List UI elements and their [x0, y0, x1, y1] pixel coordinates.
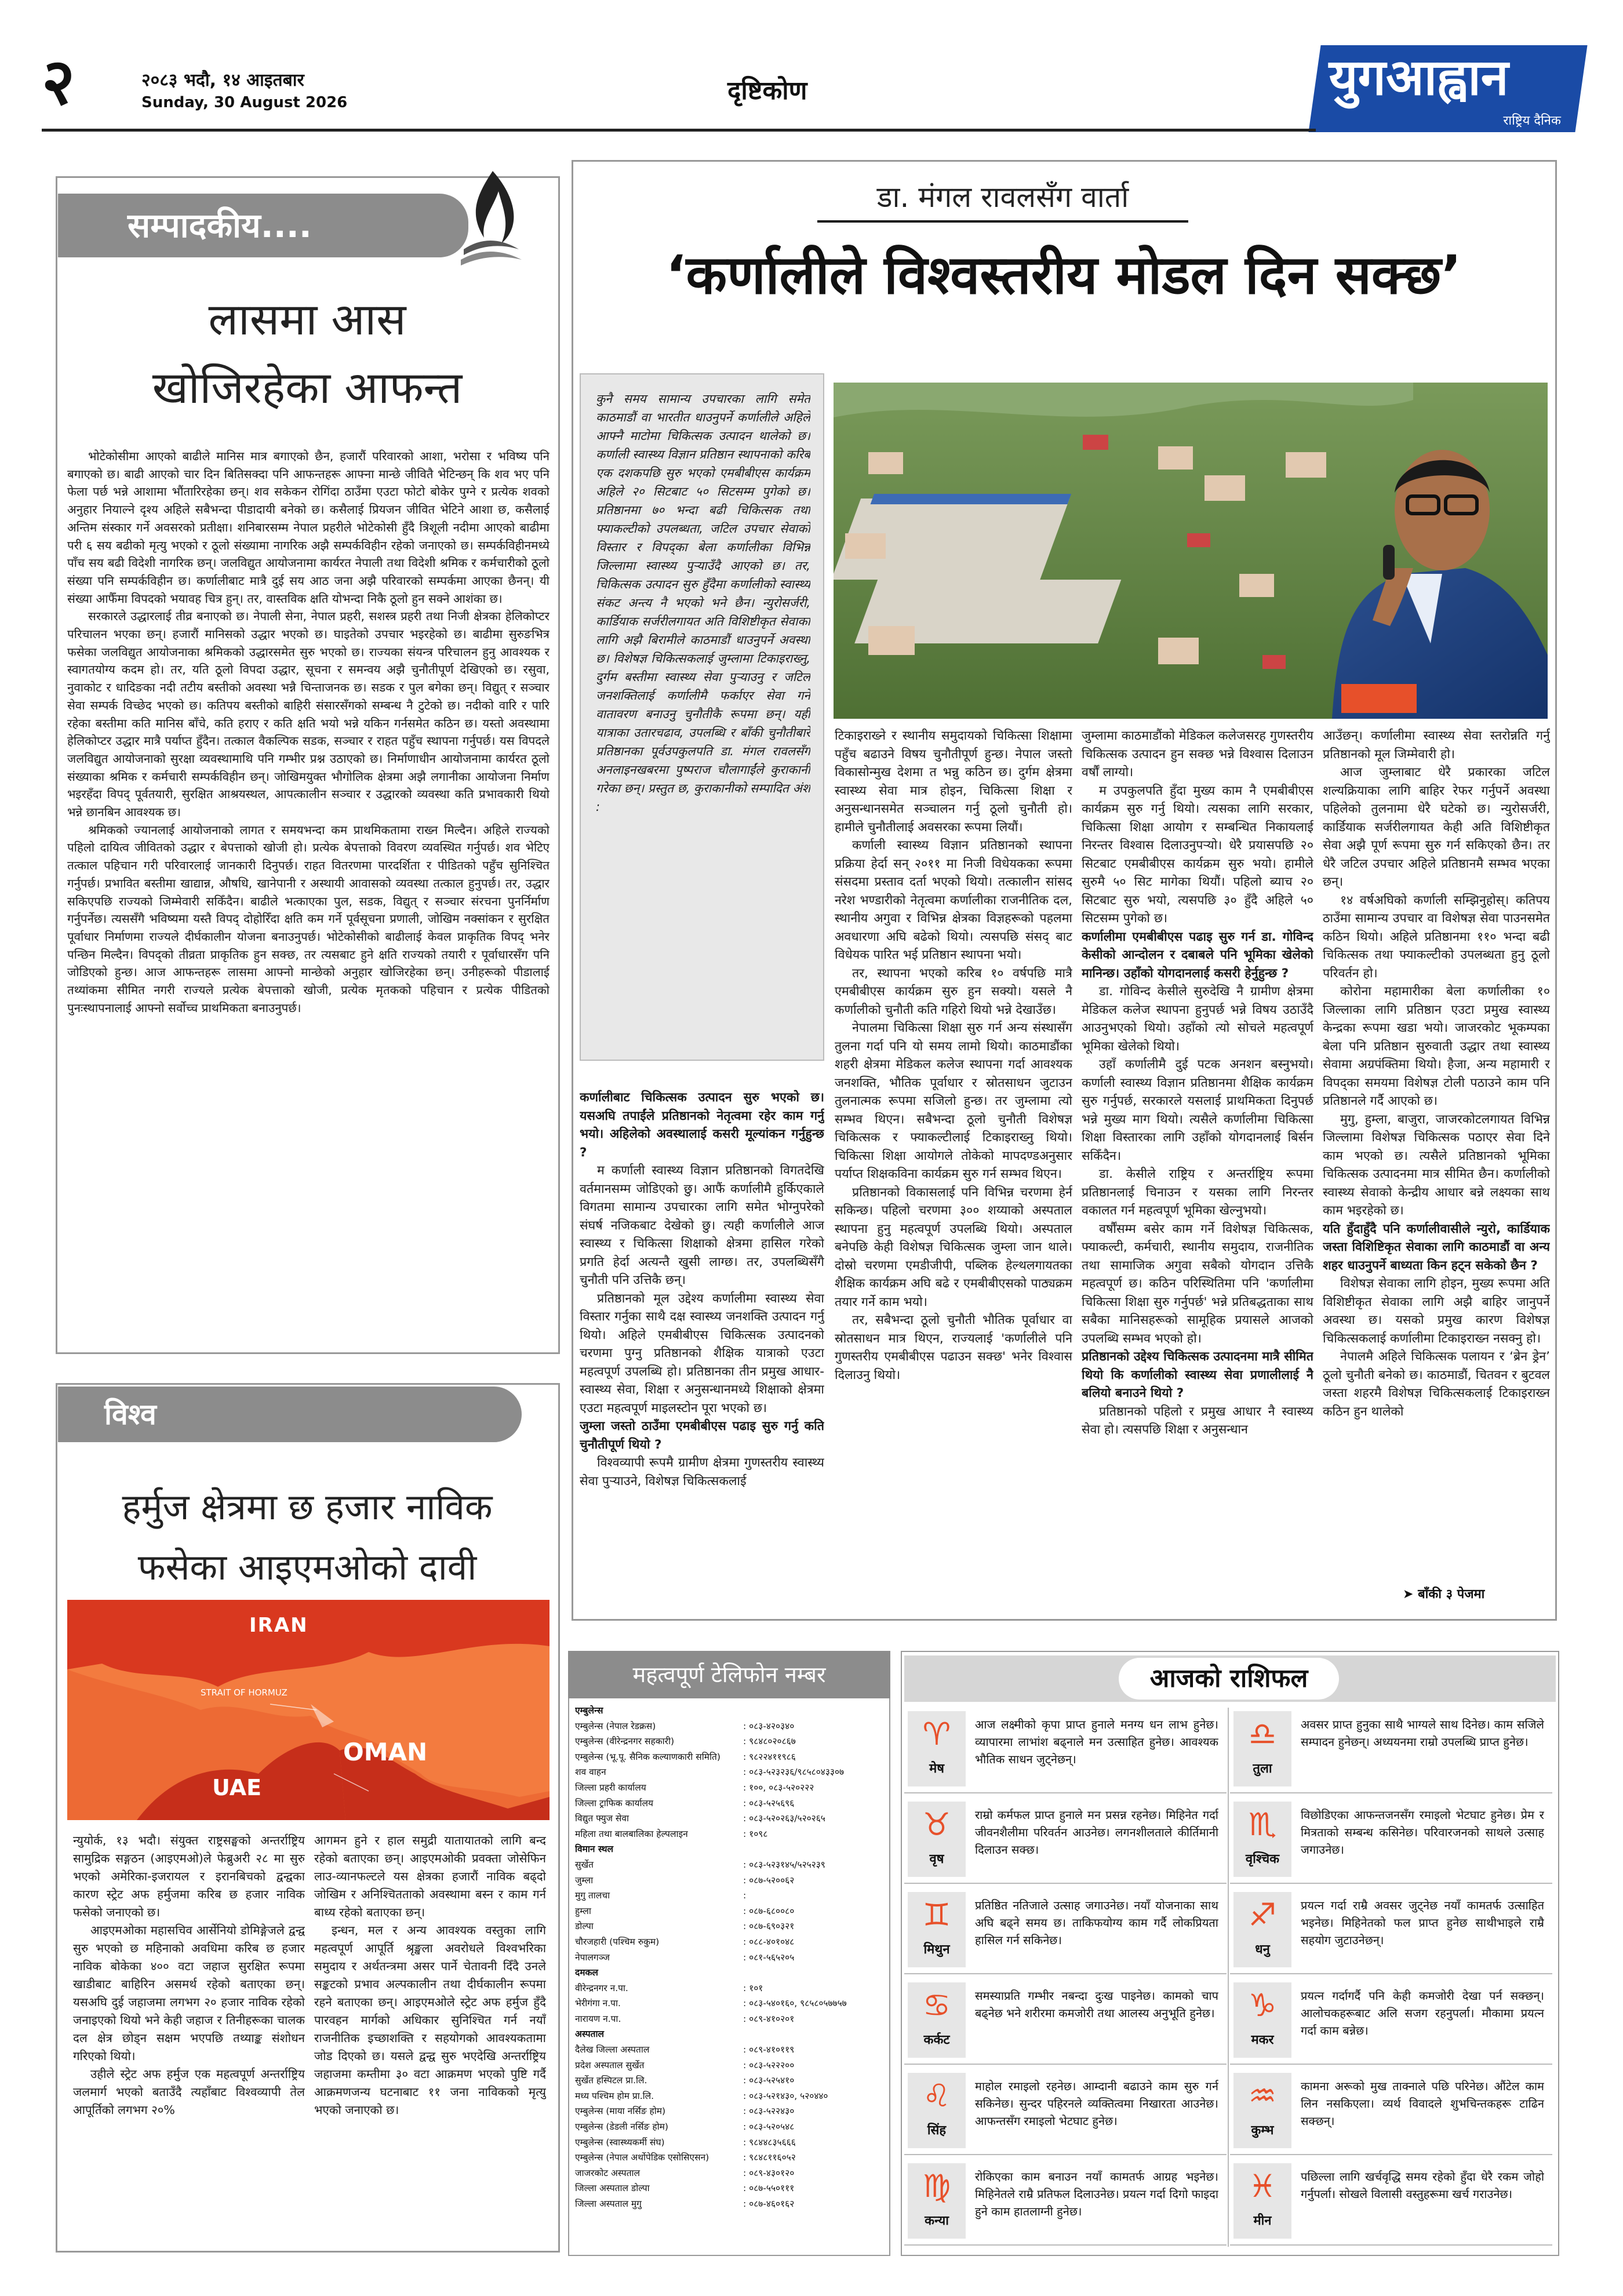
phone-number: : ०८९-४३०१२० — [743, 2167, 795, 2178]
phone-label: अस्पताल — [575, 2029, 605, 2040]
question: कर्णालीमा एमबीबीएस पढाइ सुरु गर्न डा. गोविन्द केसीको आन्दोलन र दबाबले पनि भूमिका खेलेको मानिन्छ। उहाँको योगदानलाई कसरी हेर्नुहुन्छ ? — [1082, 929, 1313, 981]
phone-label: विद्युत फ्युज सेवा — [575, 1813, 629, 1824]
interview-headline: ‘कर्णालीले विश्वस्तरीय मोडल दिन सक्छ’ — [665, 244, 1462, 306]
horoscope-entry — [904, 1979, 1227, 2065]
map-label-oman: OMAN — [343, 1738, 428, 1766]
answer: टिकाइराख्ने र स्थानीय समुदायको चिकित्सा शिक्षामा पहुँच बढाउने विषय चुनौतीपूर्ण हुन्छ। नेपाल जस्तो विकासोन्मुख देशमा त भन्नु कठिन छ। दुर्गम क्षेत्रमा स्वास्थ्य सेवा मात्र होइन, चिकित्सा शिक्षा र अनुसन्धानसमेत सञ्चालन गर्नु ठूलो चुनौती हो। हामीले चुनौतीलाई अवसरका रूपमा लियौं। — [835, 729, 1072, 835]
phone-row — [575, 1934, 883, 1950]
phone-row — [575, 2166, 883, 2181]
editorial-paragraph: सरकारले उद्धारलाई तीव्र बनाएको छ। नेपाली सेना, नेपाल प्रहरी, सशस्त्र प्रहरी तथा निजी क्षेत्रका हेलिकोप्टर परिचालन भएका छन्। हजारौं मानिसको उद्धार भएको छ। घाइतेको उपचार भइरहेको छ। बाढीमा सुरुङभित्र फसेका जलविद्युत आयोजनाका श्रमिकको उद्धारसमेत सुरु भएको छ। राज्यका संयन्त्र परिचालन हुनु आवश्यक र स्वागतयोग्य कदम हो। तर, यति ठूलो विपदा उद्धार, सूचना र समन्वय अझै चुनौतीपूर्ण देखिएको छ। रसुवा, नुवाकोट र धादिङका नदी तटीय बस्तीको अवस्था भन्नै चिन्ताजनक छ। सडक र पुल बगेका छन्। विद्युत् र सञ्चार सेवा सम्पर्क विच्छेद भएको छ। कतिपय बस्तीको बाहिरी संसारसँगको सम्बन्ध नै टुटेको छ। नदीको वारि र पारि रहेका बस्तीमा कति मानिस बाँचे, कति हराए र कति क्षति भयो भन्ने यकिन गर्नसमेत कठिन छ। यस्तो अवस्थामा हेलिकोप्टर उद्धार मात्रै पर्याप्त हुँदैन। तत्काल वैकल्पिक सडक, सञ्चार र राहत पहुँच स्थापना गर्नुपर्छ। यस विपदले जलविद्युत आयोजनाको सुरक्षा व्यवस्थामाथि पनि गम्भीर प्रश्न उठाएको छ। निर्माणाधीन आयोजनामा कार्यरत ठूलो संख्याका श्रमिक र कर्मचारी सम्पर्कविहीन छन्। जोखिमयुक्त भौगोलिक क्षेत्रमा अझै लगानीका आयोजना निर्माण भइरहँदा विपद् पूर्वतयारी, सुरक्षित आश्रयस्थल, आपत्कालीन सञ्चार र उद्धारको व्यवस्था कति प्रभावकारी थियो भन्ने छानबिन आवश्यक छ। — [67, 609, 550, 820]
phone-label: जुम्ला — [575, 1875, 594, 1886]
horoscope-title: आजको राशिफल — [1149, 1664, 1308, 1693]
zodiac-sign-name: मिथुन — [923, 1942, 950, 1957]
zodiac-icon: ♏ — [1248, 1806, 1277, 1843]
zodiac-icon: ♑ — [1248, 1987, 1277, 2024]
answer: तर, सबैभन्दा ठूलो चुनौती भौतिक पूर्वाधार वा स्रोतसाधन मात्र थिएन, राज्यलाई 'कर्णालीले पनि गुणस्तरीय एमबीबीएस पढाउन सक्छ' भनेर विश्वास दिलाउनु थियो। — [835, 1313, 1072, 1382]
phone-label: एम्बुलेन्स — [575, 1705, 603, 1716]
phone-title-bar — [568, 1651, 890, 1698]
phone-number: : ०८३-५२१४३०, ५२०४४० — [743, 2090, 828, 2101]
zodiac-icon: ♌ — [922, 2077, 951, 2114]
phone-title: महत्वपूर्ण टेलिफोन नम्बर — [632, 1662, 826, 1687]
section-title: दृष्टिकोण — [727, 76, 807, 105]
horoscope-text: अवसर प्राप्त हुनुका साथै भाग्यले साथ दिनेछ। काम सजिले सम्पादन हुनेछन्। अध्ययनमा राम्रो उपलब्धि प्राप्त हुनेछ। — [1301, 1718, 1544, 1749]
page-number: २ — [42, 45, 75, 119]
phone-label: सुर्खेत हस्पिटल प्रा.लि. — [575, 2075, 647, 2086]
phone-number: : ०८३-५४०१६०, ९८५८०५७७५७ — [743, 1998, 847, 2009]
interview-column-3 — [1082, 727, 1313, 1610]
interview-column-2 — [835, 727, 1072, 1610]
phone-number: : ०८३-५२३१४५/५२५२३९ — [743, 1859, 825, 1870]
zodiac-sign-box — [1233, 2073, 1291, 2148]
arrow-right-icon: ➤ — [1403, 1587, 1418, 1602]
phone-number: : ०८९-४१०११९ — [743, 2044, 795, 2055]
interview-photo — [834, 383, 1548, 719]
horoscope-entry — [1230, 2069, 1552, 2155]
phone-number: : ०८३-५२०५४८ — [743, 2122, 795, 2133]
zodiac-sign-box — [908, 2163, 966, 2239]
phone-label: जिल्ला ट्राफिक कार्यालय — [575, 1797, 654, 1809]
phone-number: : ९८४८०२०८६७ — [743, 1736, 796, 1747]
phone-label: एम्बुलेन्स (भू.पू. सैनिक कल्याणकारी समिति) — [575, 1751, 720, 1762]
zodiac-sign-box — [1233, 1802, 1291, 1877]
horoscope-entry — [1230, 2160, 1552, 2246]
zodiac-sign-box — [1233, 1892, 1291, 1967]
phone-row — [575, 1811, 883, 1826]
phone-row — [575, 1981, 883, 1996]
pen-flame-icon — [452, 168, 527, 267]
phone-row — [575, 2150, 883, 2166]
zodiac-icon: ♒ — [1248, 2077, 1277, 2114]
world-headline-line1: हर्मुज क्षेत्रमा छ हजार नाविक — [122, 1486, 493, 1528]
phone-label: एम्बुलेन्स (डेडली नर्सिङ होम) — [575, 2122, 668, 2133]
world-paragraph: आइएमओका महासचिव आर्सेनियो डोमिङ्गेजले द्वन्द्व सुरु भएको छ महिनाको अवधिमा करिब छ हजार नाविक बोकेका ४०० वटा जहाज सुरक्षित रूपमा खाडीबाट बाहिरिन असमर्थ रहेको बताएका छन्। यसअघि दुई जहाजमा लगभग २० हजार नाविक रहेको जनाइएको थियो भने केही जहाज र तिनीहरूका चालक दल क्षेत्र छोड्न सक्षम भएपछि तथ्याङ्क संशोधन गरिएको थियो। — [73, 1923, 305, 2063]
horoscope-text: विछोडिएका आफन्तजनसँग रमाइलो भेटघाट हुनेछ। प्रेम र मित्रताको सम्बन्ध कसिनेछ। परिवारजनको साथले उत्साह जगाउनेछ। — [1301, 1808, 1544, 1857]
answer: कोरोना महामारीका बेला कर्णालीका १० जिल्लाका लागि प्रतिष्ठान एउटा प्रमुख स्वास्थ्य केन्द्रका रूपमा खडा भयो। जाजरकोट भूकम्पका बेला पनि प्रतिष्ठान सुरुवाती उद्धार तथा स्वास्थ्य सेवामा अग्रपंक्तिमा थियो। हैजा, अन्य महामारी र विपद्का समयमा विशेषज्ञ टोली पठाउने काम पनि प्रतिष्ठानले गर्दै आएको छ। — [1323, 984, 1550, 1108]
continued-note — [1403, 1585, 1484, 1602]
phone-row — [575, 2104, 883, 2119]
phone-section-heading — [575, 1703, 883, 1719]
horoscope-grid — [904, 1708, 1556, 2253]
phone-row — [575, 2135, 883, 2151]
answer: तर, स्थापना भएको करिब १० वर्षपछि मात्रै एमबीबीएस कार्यक्रम सुरु हुन सक्यो। यसले नै कर्णालीको चुनौती कति गहिरो थियो भन्ने देखाउँछ। — [835, 966, 1072, 1017]
phone-label: एम्बुलेन्स (नेपाल रेडक्रस) — [575, 1720, 656, 1731]
phone-number: : ९८४४८३५६६६ — [743, 2137, 796, 2148]
map-label-iran: IRAN — [249, 1614, 308, 1637]
phone-label: भेरीगंगा न.पा. — [575, 1998, 621, 2009]
hormuz-map — [67, 1600, 550, 1820]
zodiac-icon: ♐ — [1248, 1897, 1277, 1933]
phone-row — [575, 1796, 883, 1811]
question: प्रतिष्ठानको उद्देश्य चिकित्सक उत्पादनमा मात्रै सीमित थियो कि कर्णालीको स्वास्थ्य सेवा प्रणालीलाई नै बलियो बनाउने थियो ? — [1082, 1349, 1313, 1400]
phone-number: : ०८३-५२५६९६ — [743, 1797, 795, 1809]
phone-label: नारायण न.पा. — [575, 2013, 621, 2024]
zodiac-sign-name: वृश्चिक — [1245, 1852, 1280, 1866]
zodiac-sign-name: कन्या — [925, 2214, 949, 2228]
horoscope-text: प्रतिष्ठित नतिजाले उत्साह जगाउनेछ। नयाँ योजनाका साथ अघि बढ्ने समय छ। ताकिफयोग्य काम गर्दै लोकप्रियता हासिल गर्न सकिनेछ। — [975, 1898, 1218, 1947]
question: यति हुँदाहुँदै पनि कर्णालीवासीले न्युरो, कार्डियाक जस्ता विशिष्टिकृत सेवाका लागि काठमाडौं वा अन्य शहर धाउनुपर्ने बाध्यता किन हट्न सकेको छैन ? — [1323, 1221, 1550, 1273]
zodiac-sign-name: तुला — [1253, 1762, 1272, 1776]
phone-list — [575, 1703, 883, 2212]
zodiac-icon: ♊ — [922, 1897, 951, 1933]
phone-number: : ०८३-५२०२६३/५२०२६५ — [743, 1813, 825, 1824]
editorial-paragraph: श्रमिकको ज्यानलाई आयोजनाको लागत र समयभन्दा कम प्राथमिकतामा राख्न मिल्दैन। अहिले राज्यको पहिलो दायित्व जीवितको उद्धार र बेपत्ताको खोजी हो। प्रत्येक बेपत्ताको विवरण व्यवस्थित गर्नुपर्छ। शव भेटिए तत्काल पहिचान गरी परिवारलाई जानकारी दिनुपर्छ। राहत वितरणमा पारदर्शिता र पीडितको पहुँच सुनिश्चित गर्नुपर्छ। प्रभावित बस्तीमा खाद्यान्न, औषधि, खानेपानी र अस्थायी आवासको व्यवस्था तत्काल हुनुपर्छ। तर, उद्धार सकिएपछि राज्यको जिम्मेवारी सकिँदैन। बाढीले भत्काएका पुल, सडक, विद्युत् र सञ्चार संरचना पुनर्निर्माण गर्नुपर्नेछ। त्यससँगै भविष्यमा यस्तै विपद् दोहोरिँदा क्षति कम गर्ने पूर्वसूचना प्रणाली, जोखिम नक्सांकन र सुरक्षित पूर्वाधार निर्माणमा राज्यले दीर्घकालीन योजना बनाउनुपर्छ। भोटेकोसीको बाढीलाई केवल प्राकृतिक विपद् भनेर पन्छिन मिल्दैन। विपद्को तीव्रता प्राकृतिक हुन सक्छ, तर त्यसबाट हुने क्षति राज्यको तयारी र पूर्वाधारसँग पनि जोडिएको हुन्छ। आज आफन्तहरू लासमा आफ्नो मान्छेको अनुहार खोजिरहेका छन्। उनीहरूको पीडालाई तथ्यांकमा सीमित नगरी राज्यले प्रत्येक बेपत्ताको खोजी, प्रत्येक मृतकको पहिचान र प्रत्येक पीडितको पुनःस्थापनालाई आफ्नो सर्वोच्च प्राथमिकता बनाउनुपर्छ। — [67, 823, 550, 1015]
phone-label: वीरेन्द्रनगर न.पा. — [575, 1982, 628, 1993]
phone-label: एम्बुलेन्स (वीरेन्द्रनगर सहकारी) — [575, 1736, 675, 1747]
continued-text: बाँकी ३ पेजमा — [1418, 1587, 1485, 1602]
phone-label: एम्बुलेन्स (स्वास्थ्यकर्मी संघ) — [575, 2137, 665, 2148]
phone-section-heading — [575, 2026, 883, 2042]
horoscope-text: माहोल रमाइलो रहनेछ। आम्दानी बढाउने काम सुरु गर्न सकिनेछ। सुन्दर पहिरनले व्यक्तित्वमा निखारता आउनेछ। आफन्तसँग रमाइलो भेटघाट हुनेछ। — [975, 2079, 1218, 2128]
horoscope-entry — [1230, 1798, 1552, 1884]
nepali-date: २०८३ भदौ, १४ आइतबार — [141, 70, 304, 90]
english-date: Sunday, 30 August 2026 — [141, 94, 348, 111]
phone-number: : ०८३-५२५४१० — [743, 2075, 795, 2086]
editorial-body — [67, 447, 550, 1343]
zodiac-sign-box — [908, 1802, 966, 1877]
zodiac-sign-box — [908, 2073, 966, 2148]
phone-label: एम्बुलेन्स (नेपाल अर्थोपेडिक एसोसिएसन) — [575, 2152, 709, 2163]
phone-number: : ०८९-४१०२०१ — [743, 2013, 795, 2024]
zodiac-sign-name: कर्कट — [923, 2033, 950, 2047]
phone-number: : ०८३-५२२४३० — [743, 2106, 795, 2117]
phone-number: : ०८३-५२२२०० — [743, 2060, 795, 2071]
phone-row — [575, 2058, 883, 2073]
world-paragraph: उहीले स्ट्रेट अफ हर्मुज एक महत्वपूर्ण अन्तर्राष्ट्रिय जलमार्ग भएको बताउँदै त्यहाँबाट विश्वव्यापी तेल आपूर्तिको लगभग २०% — [73, 2067, 305, 2117]
horoscope-entry — [1230, 1979, 1552, 2065]
horoscope-divider — [1228, 1708, 1229, 2247]
horoscope-text: राम्रो कर्मफल प्राप्त हुनाले मन प्रसन्न रहनेछ। मिहिनेत गर्दा जीवनशैलीमा परिवर्तन आउनेछ। लगनशीलताले कीर्तिमानी दिलाउन सक्छ। — [975, 1808, 1218, 1857]
answer: डा. गोविन्द केसीले सुरुदेखि नै ग्रामीण क्षेत्रमा मेडिकल कलेज स्थापना हुनुपर्छ भन्ने विषय उठाउँदै आउनुभएको थियो। उहाँको त्यो सोचले महत्वपूर्ण भूमिका खेलेको थियो। — [1082, 984, 1313, 1054]
phone-label: प्रदेश अस्पताल सुर्खेत — [575, 2060, 645, 2071]
logo-text: युगआह्वान — [1329, 49, 1509, 107]
interview-kicker: डा. मंगल रावलसँग वार्ता — [876, 180, 1129, 214]
phone-row — [575, 1780, 883, 1796]
phone-row — [575, 1888, 883, 1904]
phone-row — [575, 1904, 883, 1919]
answer: मुगु, हुम्ला, बाजुरा, जाजरकोटलगायत विभिन्न जिल्लामा विशेषज्ञ चिकित्सक पठाएर सेवा दिने काम भएको छ। त्यसैले प्रतिष्ठानको भूमिका चिकित्सक उत्पादनमा मात्र सीमित छैन। कर्णालीको स्वास्थ्य सेवाको केन्द्रीय आधार बन्ने लक्ष्यका साथ काम भइरहेको छ। — [1323, 1112, 1550, 1218]
editorial-banner-text: सम्पादकीय.... — [128, 206, 312, 245]
phone-row — [575, 1857, 883, 1873]
phone-row — [575, 2196, 883, 2212]
world-banner-text: विश्व — [104, 1398, 157, 1431]
answer: प्रतिष्ठानको मूल उद्देश्य कर्णालीमा स्वास्थ्य सेवा विस्तार गर्नुका साथै दक्ष स्वास्थ्य जनशक्ति उत्पादन गर्नु थियो। अहिले एमबीबीएस चिकित्सक उत्पादनको चरणमा पुग्नु प्रतिष्ठानको शैक्षिक यात्राको एउटा महत्वपूर्ण उपलब्धि हो। प्रतिष्ठानका तीन प्रमुख आधार- स्वास्थ्य सेवा, शिक्षा र अनुसन्धानमध्ये शिक्षाको क्षेत्रमा एउटा महत्वपूर्ण माइलस्टोन पूरा भएको छ। — [580, 1291, 824, 1416]
phone-number: : ०८८-४०१०४८ — [743, 1936, 795, 1947]
zodiac-sign-name: मकर — [1251, 2033, 1274, 2047]
answer: प्रतिष्ठानको विकासलाई पनि विभिन्न चरणमा हेर्न सकिन्छ। पहिलो चरणमा ३०० शय्याको अस्पताल स्थापना हुनु महत्वपूर्ण उपलब्धि थियो। अस्पताल बनेपछि केही विशेषज्ञ चिकित्सक जुम्ला जान थाले। दोस्रो चरणमा एमडीजीपी, पब्लिक हेल्थलगायतका शैक्षिक कार्यक्रम अघि बढे र एमबीबीएसको पाठ्यक्रम तयार गर्ने काम भयो। — [835, 1185, 1072, 1309]
phone-row — [575, 2181, 883, 2196]
answer: नेपालमै अहिले चिकित्सक पलायन र ‘ब्रेन ड्रेन’ ठूलो चुनौती बनेको छ। काठमाडौं, चितवन र बुटवल जस्ता शहरमै विशेषज्ञ चिकित्सकलाई टिकाइराख्न कठिन हुन थालेको — [1323, 1349, 1550, 1419]
phone-row — [575, 1734, 883, 1749]
phone-label: दैलेख जिल्ला अस्पताल — [575, 2044, 650, 2055]
horoscope-text: प्रयत्न गर्दागर्दै पनि केही कमजोरी देखा पर्न सक्छन्। आलोचकहरूबाट अलि सजग रहनुपर्ला। मौकामा प्रयत्न गर्दा काम बन्नेछ। — [1301, 1989, 1544, 2037]
horoscope-entry — [904, 2069, 1227, 2155]
interview-column-1 — [580, 1089, 824, 1610]
world-banner — [58, 1387, 522, 1442]
phone-label: महिला तथा बालबालिका हेल्पलाइन — [575, 1828, 688, 1839]
zodiac-sign-name: मेष — [929, 1762, 944, 1776]
masthead-rule — [42, 129, 1316, 132]
map-label-strait: STRAIT OF HORMUZ — [201, 1687, 288, 1698]
question: कर्णालीबाट चिकित्सक उत्पादन सुरु भएको छ। यसअघि तपाईंले प्रतिष्ठानको नेतृत्वमा रहेर काम गर्नु भयो। अहिलेको अवस्थालाई कसरी मूल्यांकन गर्नुहुन्छ ? — [580, 1090, 824, 1160]
interview-intro: कुनै समय सामान्य उपचारका लागि समेत काठमाडौं वा भारतीत धाउनुपर्ने कर्णालीले अहिले आफ्नै माटोमा चिकित्सक उत्पादन थालेको छ। कर्णाली स्वास्थ्य विज्ञान प्रतिष्ठान स्थापनाको करिब एक दशकपछि सुरु भएको एमबीबीएस कार्यक्रम अहिले २० सिटबाट ५० सिटसम्म पुगेको छ। प्रतिष्ठानमा ७० भन्दा बढी चिकित्सक तथा फ्याकल्टीको उपलब्धता, जटिल उपचार सेवाको विस्तार र विपद्का बेला कर्णालीका विभिन्न जिल्लामा स्वास्थ्य पुऱ्याउँदै आएको छ। तर, चिकित्सक उत्पादन सुरु हुँदैमा कर्णालीको स्वास्थ्य संकट अन्त्य नै भएको भने छैन। न्युरोसर्जरी, कार्डियाक सर्जरीलगायत अति विशिष्टीकृत सेवाका लागि अझै बिरामीले काठमाडौं धाउनुपर्ने अवस्था छ। विशेषज्ञ चिकित्सकलाई जुम्लामा टिकाइराख्नु, दुर्गम बस्तीमा स्वास्थ्य सेवा पुऱ्याउनु र जटिल जनशक्तिलाई कर्णालीमै फर्काएर सेवा गर्ने वातावरण बनाउनु चुनौतीकै रूपमा छन्। यही यात्राका उतारचढाव, उपलब्धि र बाँकी चुनौतीबारे प्रतिष्ठानका पूर्वउपकुलपति डा. मंगल रावलसँग अनलाइनखबरमा पुष्पराज चौलागाईंले कुराकानी गरेका छन्। प्रस्तुत छ, कुराकानीको सम्पादित अंश : — [596, 392, 810, 814]
phone-number: : ०८७-५२००६२ — [743, 1875, 795, 1886]
phone-label: सुर्खेत — [575, 1859, 594, 1870]
horoscope-text: समस्याप्रति गम्भीर नबन्दा दुःख पाइनेछ। कामको चाप बढ्नेछ भने शरीरमा कमजोरी तथा आलस्य अनुभूति हुनेछ। — [975, 1989, 1218, 2020]
zodiac-sign-box — [1233, 1982, 1291, 2058]
phone-row — [575, 1919, 883, 1934]
zodiac-sign-box — [908, 1982, 966, 2058]
phone-row — [575, 1749, 883, 1765]
phone-number: : १०१ — [743, 1982, 763, 1993]
map-label-uae: UAE — [212, 1775, 262, 1800]
zodiac-icon: ♎ — [1248, 1716, 1277, 1752]
phone-label: डोल्पा — [575, 1921, 594, 1932]
zodiac-sign-name: सिंह — [927, 2123, 947, 2138]
answer: आज जुम्लाबाट धेरै प्रकारका जटिल शल्यक्रियाका लागि बाहिर रेफर गर्नुपर्ने अवस्था पहिलेको तुलनामा धेरै घटेको छ। न्युरोसर्जरी, कार्डियाक सर्जरीलगायत केही अति विशिष्टीकृत सेवा अझै पूर्ण रूपमा सुरु गर्न सकिएको छैन। तर धेरै जटिल उपचार अहिले प्रतिष्ठानमै सम्भव भएका छन्। — [1323, 765, 1550, 889]
phone-section-heading — [575, 1965, 883, 1981]
phone-label: विमान स्थल — [575, 1844, 614, 1855]
world-column-2 — [314, 1832, 546, 2243]
phone-number: : ०८७-६९०३२१ — [743, 1921, 795, 1932]
zodiac-icon: ♍ — [922, 2168, 951, 2204]
answer: प्रतिष्ठानको पहिलो र प्रमुख आधार नै स्वास्थ्य सेवा हो। त्यसपछि शिक्षा र अनुसन्धान — [1082, 1404, 1313, 1437]
zodiac-sign-box — [1233, 2163, 1291, 2239]
horoscope-text: कामना अरूको मुख ताक्नाले पछि परिनेछ। औंटेल काम लिन नसकिएला। व्यर्थ विवादले शुभचिन्तकहरू टाढिन सक्छन्। — [1301, 2079, 1544, 2128]
answer: विशेषज्ञ सेवाका लागि होइन, मुख्य रूपमा अति विशिष्टीकृत सेवाका लागि अझै बाहिर जानुपर्ने अवस्था छ। यसको प्रमुख कारण विशेषज्ञ चिकित्सकलाई कर्णालीमा टिकाइराख्न नसक्नु हो। — [1323, 1276, 1550, 1346]
interview-column-4 — [1323, 727, 1550, 1579]
horoscope-title-pill — [1119, 1658, 1339, 1700]
answer: डा. केसीले राष्ट्रिय र अन्तर्राष्ट्रिय रूपमा प्रतिष्ठानलाई चिनाउन र यसका लागि निरन्तर वकालत गर्न महत्वपूर्ण भूमिका खेल्नुभयो। — [1082, 1167, 1313, 1218]
phone-row — [575, 2073, 883, 2088]
phone-row — [575, 2119, 883, 2135]
horoscope-entry — [904, 2160, 1227, 2246]
zodiac-sign-name: वृष — [929, 1852, 944, 1866]
answer: आउँछन्। कर्णालीमा स्वास्थ्य सेवा स्तरोन्नति गर्नु प्रतिष्ठानको मूल जिम्मेवारी हो। — [1323, 729, 1550, 762]
world-paragraph: इन्धन, मल र अन्य आवश्यक वस्तुका लागि महत्वपूर्ण आपूर्ति श्रृङ्खला अवरोधले विश्वभरिका समुदाय र अर्थतन्त्रमा असर पार्ने चेतावनी दिँदै उनले सङ्कटको प्रभाव अल्पकालीन तथा दीर्घकालीन रूपमा रहने बताएका छन्। आइएमओले स्ट्रेट अफ हर्मुज हुँदै पारवहन मार्गको अधिकार सुनिश्चित गर्न नयाँ राजनीतिक इच्छाशक्ति र सहयोगको आवश्यकतामा जोड दिएको छ। यसले द्वन्द्व सुरु भएदेखि अन्तर्राष्ट्रिय जहाजमा कम्तीमा ३० वटा आक्रमण भएको पुष्टि गर्दै आक्रमणजन्य घटनाबाट ११ जना नाविकको मृत्यु भएको जनाएको छ। — [314, 1923, 546, 2117]
editorial-paragraph: भोटेकोसीमा आएको बाढीले मानिस मात्र बगाएको छैन, हजारौं परिवारको आशा, भरोसा र भविष्य पनि बगाएको छ। बाढी आएको चार दिन बितिसक्दा पनि आफन्तहरू आफ्ना मान्छे जीवितै भेटिन्छन् कि शव भए पनि फेला पर्छ भन्ने आशामा भौंतारिरहेका छन्। शव सकेकन रोगिंदा ठाउँमा एउटा फोटो बोकेर पुग्ने र प्रत्येक शवको अनुहार नियाल्ने दृश्य अहिले सबैभन्दा पीडादायी बनेको छ। कसैलाई प्रियजन जीवित भेटिने आशा छ, कसैलाई अन्तिम संस्कार गर्ने अवसरको प्रतीक्षा। शनिबारसम्म नेपाल प्रहरीले भोटेकोसी हुँदै त्रिशूली नदीमा आएको बाढीमा परी ६ सय बढीको मृत्यु भएको र ठूलो संख्यामा नागरिक अझै सम्पर्कविहीन रहेको जनाएको छ। सम्पर्कविहीनमध्ये पाँच सय बढी विदेशी नागरिक छन्। जलविद्युत आयोजनामा कार्यरत नेपाली तथा विदेशी श्रमिक र कर्मचारीको ठूलो संख्या पनि सम्पर्कविहीन छ। कर्णालीबाट मात्रै दुई सय आठ जना अझै परिवारको सम्पर्कमा आएका छैनन्। यी संख्या आफैँमा विपदको भयावह चित्र हुन्। तर, वास्तविक क्षति योभन्दा निकै ठूलो हुन सक्ने आशंका छ। — [67, 449, 550, 606]
answer: नेपालमा चिकित्सा शिक्षा सुरु गर्न अन्य संस्थासँग तुलना गर्दा पनि यो समय लामो थियो। काठमाडौंका शहरी क्षेत्रमा मेडिकल कलेज स्थापना गर्दा आवश्यक जनशक्ति, भौतिक पूर्वाधार र स्रोतसाधन जुटाउन तुलनात्मक रूपमा सजिलो हुन्छ। तर जुम्लामा त्यो सम्भव थिएन। सबैभन्दा ठूलो चुनौती विशेषज्ञ चिकित्सक र फ्याकल्टीलाई टिकाइराख्नु थियो। चिकित्सा शिक्षा आयोगले तोकेको मापदण्डअनुसार पर्याप्त शिक्षकविना कार्यक्रम सुरु गर्न सम्भव थिएन। — [835, 1021, 1072, 1181]
phone-number: : ०८७-४६०१६२ — [743, 2199, 795, 2209]
zodiac-sign-box — [908, 1892, 966, 1967]
zodiac-sign-box — [1233, 1711, 1291, 1786]
phone-row — [575, 1873, 883, 1889]
zodiac-icon: ♈ — [922, 1716, 951, 1752]
zodiac-sign-name: मीन — [1253, 2214, 1272, 2228]
editorial-banner — [58, 194, 468, 257]
editorial-title-line2: खोजिरहेका आफन्त — [152, 362, 463, 413]
horoscope-text: आज लक्ष्मीको कृपा प्राप्त हुनाले मनग्य धन लाभ हुनेछ। व्यापारमा लाभांश बढ्नाले मन उत्साहित हुनेछ। आवश्यक भौतिक साधन जुट्नेछन्। — [975, 1718, 1218, 1766]
answer: कर्णाली स्वास्थ्य विज्ञान प्रतिष्ठानको स्थापना प्रक्रिया हेर्दा सन् २०११ मा निजी विधेयकका रूपमा संसदमा प्रस्ताव दर्ता भएको थियो। तत्कालीन सांसद नरेश भण्डारीको नेतृत्वमा कर्णालीका राजनीतिक दल, स्थानीय अगुवा र विभिन्न क्षेत्रका विज्ञहरूको पहलमा अवधारणा अघि बढेको थियो। त्यसपछि संसद् बाट विधेयक पारित भई प्रतिष्ठान स्थापना भयो। — [835, 838, 1072, 962]
phone-row — [575, 1764, 883, 1780]
interview-intro-box — [580, 373, 824, 1061]
phone-label: दमकल — [575, 1967, 598, 1978]
phone-label: नेपालगञ्ज — [575, 1952, 610, 1963]
zodiac-icon: ♉ — [922, 1806, 951, 1843]
horoscope-text: पछिल्ला लागि खर्चवृद्धि समय रहेको हुँदा धेरै रकम जोहो गर्नुपर्ला। सोखले विलासी वस्तुहरूमा खर्च गराउनेछ। — [1301, 2170, 1544, 2201]
logo-subtitle: राष्ट्रिय दैनिक — [1502, 114, 1561, 128]
phone-number: : ९८२२४११९८६ — [743, 1751, 796, 1762]
phone-number: : १०९८ — [743, 1828, 768, 1839]
horoscope-entry — [904, 1798, 1227, 1884]
phone-row — [575, 1950, 883, 1966]
zodiac-icon: ♋ — [922, 1987, 951, 2024]
phone-row — [575, 2042, 883, 2058]
phone-number: : ०८७-५५०१११ — [743, 2183, 795, 2194]
world-paragraph: न्युयोर्क, १३ भदौ। संयुक्त राष्ट्रसङ्घको अन्तर्राष्ट्रिय सामुद्रिक सङ्गठन (आइएमओ)ले फेब्रुअरी २८ मा सुरु भएको अमेरिका-इजरायल र इरानबिचको द्वन्द्वका कारण स्ट्रेट अफ हर्मुजमा करिब छ हजार नाविक फसेको जनाएको छ। — [73, 1833, 305, 1919]
answer: वर्षौंसम्म बसेर काम गर्ने विशेषज्ञ चिकित्सक, फ्याकल्टी, कर्मचारी, स्थानीय समुदाय, राजनीतिक तथा सामाजिक अगुवा सबैको योगदान उत्तिकै महत्वपूर्ण छ। कठिन परिस्थितिमा पनि 'कर्णालीमा चिकित्सा शिक्षा सुरु गर्नुपर्छ' भन्ने प्रतिबद्धताका साथ सबैका मानिसहरूको सामूहिक प्रयासले आजको उपलब्धि सम्भव भएको हो। — [1082, 1221, 1313, 1346]
horoscope-entry — [904, 1889, 1227, 1974]
phone-number: : ०८७-६८००८० — [743, 1905, 795, 1916]
horoscope-entry — [904, 1708, 1227, 1793]
phone-label: जिल्ला अस्पताल डोल्पा — [575, 2183, 650, 2194]
zodiac-sign-name: कुम्भ — [1251, 2123, 1274, 2138]
answer: म उपकुलपति हुँदा मुख्य काम नै एमबीबीएस कार्यक्रम सुरु गर्नु थियो। त्यसका लागि सरकार, चिकित्सा शिक्षा आयोग र सम्बन्धित निकायलाई निरन्तर विश्वास दिलाउनुपर्‍यो। धेरै प्रयासपछि २० सिटबाट एमबीबीएस कार्यक्रम सुरु भयो। हामीले सुरुमै ५० सिट मागेका थियौं। पहिलो ब्याच २० सिटबाट सुरु भयो, त्यसपछि ३० हुँदै अहिले ५० सिटसम्म पुगेको छ। — [1082, 783, 1313, 926]
phone-label: जाजरकोट अस्पताल — [575, 2167, 641, 2178]
phone-row — [575, 2011, 883, 2027]
world-headline — [64, 1477, 551, 1598]
editorial-title-line1: लासमा आस — [208, 293, 406, 345]
answer: उहाँ कर्णालीमै दुई पटक अनशन बस्नुभयो। कर्णाली स्वास्थ्य विज्ञान प्रतिष्ठानमा शैक्षिक कार्यक्रम सुरु गर्नुपर्छ, सरकारले यसलाई प्राथमिकता दिनुपर्छ भन्ने मुख्य माग थियो। त्यसैले कर्णालीमा चिकित्सा शिक्षा विस्तारका लागि उहाँको योगदानलाई बिर्सन सकिँदैन। — [1082, 1057, 1313, 1163]
phone-row — [575, 1719, 883, 1734]
world-paragraph: आगमन हुने र हाल समुद्री यातायातको लागि बन्द रहेको बताएका छन्। आइएमओकी प्रवक्ता जोसेफिन लाउ-व्यानफल्टले यस क्षेत्रका हजारौं नाविक बढ्दो जोखिम र अनिश्चितताको अवस्थामा बस्न र काम गर्न बाध्य रहेको बताएका छन्। — [314, 1833, 546, 1919]
phone-label: शव वाहन — [575, 1767, 606, 1778]
world-column-1 — [73, 1832, 305, 2243]
zodiac-sign-box — [908, 1711, 966, 1786]
phone-number: : — [743, 1890, 747, 1901]
phone-label: मध्य पश्चिम होम प्रा.लि. — [575, 2090, 654, 2101]
horoscope-entry — [1230, 1708, 1552, 1793]
phone-number: : ०८१-५६५२०५ — [743, 1952, 795, 1963]
phone-label: जिल्ला प्रहरी कार्यालय — [575, 1782, 646, 1793]
phone-number: : ९८४८११६०५२ — [743, 2152, 796, 2163]
phone-number: : ०८३-४२०३४० — [743, 1720, 795, 1731]
phone-label: एम्बुलेन्स (माया नर्सिङ होम) — [575, 2106, 666, 2117]
horoscope-text: प्रयत्न गर्दा राम्रै अवसर जुट्नेछ नयाँ कामतर्फ उत्साहित भइनेछ। मिहिनेतको फल प्राप्त हुनेछ साथीभाइले राम्रै सहयोग जुटाउनेछन्। — [1301, 1898, 1544, 1947]
phone-number: : ०८३-५२३२३६/९८५८०४३३०७ — [743, 1767, 845, 1778]
answer: १४ वर्षअघिको कर्णाली सम्झिनुहोस्। कतिपय ठाउँमा सामान्य उपचार वा विशेषज्ञ सेवा पाउनसमेत कठिन थियो। अहिले प्रतिष्ठानमा ११० भन्दा बढी चिकित्सक तथा फ्याकल्टीको उपलब्धता हुनु ठूलो परिवर्तन हो। — [1323, 893, 1550, 981]
phone-label: चौरजहारी (पश्चिम रुकुम) — [575, 1936, 660, 1947]
world-headline-line2: फसेका आइएमओको दावी — [137, 1546, 477, 1588]
horoscope-entry — [1230, 1889, 1552, 1974]
answer: म कर्णाली स्वास्थ्य विज्ञान प्रतिष्ठानको विगतदेखि वर्तमानसम्म जोडिएको छु। आफैं कर्णालीमै हुर्किएकाले विगतमा सामान्य उपचारका लागि समेत भोग्नुपरेको संघर्ष नजिकबाट देखेको छु। त्यही कर्णालीले आज स्वास्थ्य र चिकित्सा शिक्षाको क्षेत्रमा हासिल गरेको प्रगति हेर्दा अत्यन्तै खुसी लाग्छ। तर, उपलब्धिसँगै चुनौती पनि उत्तिकै छन्। — [580, 1163, 824, 1287]
phone-row — [575, 1996, 883, 2011]
answer: जुम्लामा काठमाडौंको मेडिकल कलेजसरह गुणस्तरीय चिकित्सक उत्पादन हुन सक्छ भन्ने विश्वास दिलाउन वर्षौं लाग्यो। — [1082, 729, 1313, 780]
phone-section-heading — [575, 1842, 883, 1857]
answer: विश्वव्यापी रूपमै ग्रामीण क्षेत्रमा गुणस्तरीय स्वास्थ्य सेवा पुऱ्याउने, विशेषज्ञ चिकित्सकलाई — [580, 1456, 824, 1489]
zodiac-sign-name: धनु — [1255, 1942, 1270, 1957]
question: जुम्ला जस्तो ठाउँमा एमबीबीएस पढाइ सुरु गर्नु कति चुनौतीपूर्ण थियो ? — [580, 1419, 824, 1452]
phone-label: जिल्ला अस्पताल मुगु — [575, 2199, 642, 2209]
editorial-title — [64, 285, 551, 422]
phone-label: मुगु तालचा — [575, 1890, 610, 1901]
zodiac-icon: ♓ — [1248, 2168, 1277, 2204]
phone-row — [575, 2088, 883, 2104]
phone-number: : १००, ०८३-५२०२२२ — [743, 1782, 814, 1793]
horoscope-text: रोकिएका काम बनाउन नयाँ कामतर्फ आग्रह भइनेछ। मिहिनेतले राम्रै प्रतिफल दिलाउनेछ। प्रयत्न गर्दा दिगो फाइदा हुने काम हातलाग्नी हुनेछ। — [975, 2170, 1218, 2218]
masthead-logo — [1308, 45, 1587, 132]
phone-row — [575, 1826, 883, 1842]
phone-label: हुम्ला — [575, 1905, 591, 1916]
